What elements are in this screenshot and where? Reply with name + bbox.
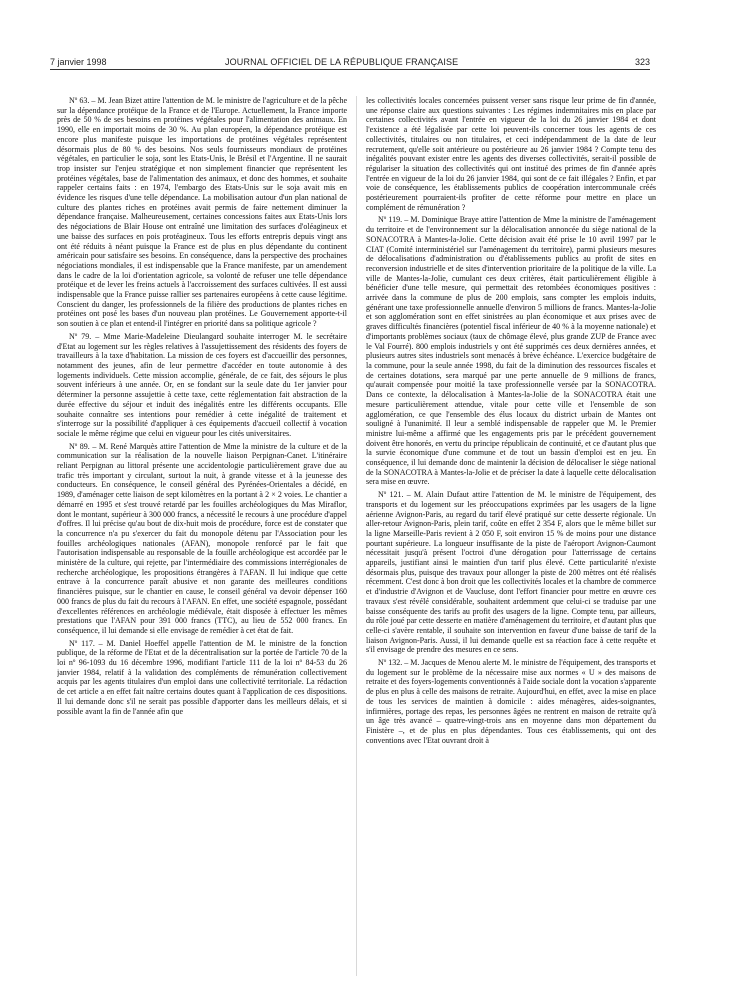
right-column <box>366 96 656 986</box>
question-89: Nº 89. – M. René Marquès attire l'attention de Mme la ministre de la culture et de la communication sur la réalisation de la nouvelle liaison Perpignan-Canet. L'itinéraire reliant Perpignan au littoral présente une accidentologie particulièrement grave due au trafic très important y circulant, surtout la nuit, à grande vitesse et à la jeunesse des conducteurs. En conséquence, le conseil général des Pyrénées-Orientales a décidé, en 1989, d'aménager cette liaison de sept kilomètres en la portant à 2 × 2 voies. Le chantier a démarré en 1995 et s'est trouvé retardé par les fouilles archéologiques du Mas Miraflor, dont le montant, supérieur à 300 000 francs, a nécessité le recours à une procédure d'appel d'offres. Il lui précise qu'au bout de dix-huit mois de procédure, force est de constater que la concurrence n'a pu s'exercer du fait du monopole détenu par l'Association pour les fouilles archéologiques nationales (AFAN), monopole renforcé par le fait que l'autorisation indispensable au responsable de la fouille archéologique est accordée par le ministère de la culture, qui rejette, par l'intermédiaire des commissions interrégionales de recherche archéologique, les propositions étrangères à l'AFAN. Il lui indique que cette entrave à la concurrence paraît abusive et non garante des meilleures conditions financières puisque, sur le chantier en cause, le conseil général va devoir dépenser 160 000 francs de plus du fait du recours à l'AFAN. En effet, une société espagnole, possédant d'excellentes références en archéologie médiévale, était disposée à effectuer les mêmes prestations que l'AFAN pour 391 000 francs (TTC), au lieu de 552 000 francs. En conséquence, il lui demande si elle envisage de remédier à cet état de fait. <box>57 441 347 635</box>
question-121: Nº 121. – M. Alain Dufaut attire l'attention de M. le ministre de l'équipement, des transports et du logement sur les préoccupations exprimées par les usagers de la ligne aérienne Avignon-Paris, au regard du tarif élevé pratiqué sur cette desserte régionale. Un aller-retour Avignon-Paris, plein tarif, coûte en effet 2 354 F, alors que le même billet sur la ligne Marseille-Paris revient à 2 050 F, soit environ 15 % de moins pour une distance pourtant supérieure. La longueur insuffisante de la piste de l'aéroport Avignon-Caumont nécessitait jusqu'à présent l'octroi d'une dérogation pour l'atterrissage de certains appareils, justifiant ainsi le maintien d'un tarif plus élevé. Cette particularité n'existe désormais plus, puisque des travaux pour allonger la piste de 200 mètres ont été réalisés récemment. C'est donc à bon droit que les collectivités locales et la chambre de commerce et d'industrie d'Avignon et de Vaucluse, dont l'effort financier pour mettre en œuvre ces travaux s'est révélé considérable, souhaitent ardemment que celui-ci se traduise par une baisse conséquente des tarifs au profit des usagers de la ligne. Compte tenu, par ailleurs, du rôle joué par cette desserte en matière d'aménagement du territoire, et d'autant plus que celle-ci s'avère rentable, il souhaite son intervention en faveur d'une baisse de tarif de la liaison Avignon-Paris. Aussi, il lui demande quelle est sa réaction face à cette requête et s'il envisage de prendre des mesures en ce sens. <box>366 490 656 655</box>
journal-title: JOURNAL OFFICIEL DE LA RÉPUBLIQUE FRANÇAISE <box>225 57 459 67</box>
question-117-continued: les collectivités locales concernées puissent verser sans risque leur prime de fin d'année, une réponse claire aux questions suivantes : Les régimes indemnitaires mis en place par certaines collectivités avant l'entrée en vigueur de la loi du 26 janvier 1984 et dont l'existence a été légalisée par cette loi peuvent-ils concerner tous les agents de ces collectivités, titulaires ou non titulaires, et ceci indépendamment de la date de leur recrutement, qu'elle soit antérieure ou postérieure au 26 janvier 1984 ? Compte tenu des inégalités pouvant exister entre les agents des diverses collectivités, serait-il possible de régulariser la situation des collectivités qui ont institué des primes de fin d'année après l'entrée en vigueur de la loi du 26 janvier 1984, qui sont de ce fait illégales ? Enfin, et par voie de conséquence, les établissements publics de coopération intercommunale créés postérieurement pourraient-ils profiter de cette réforme pour mettre en place un complément de rémunération ? <box>366 96 656 212</box>
question-79: Nº 79. – Mme Marie-Madeleine Dieulangard souhaite interroger M. le secrétaire d'Etat au logement sur les règles relatives à l'assujettissement des résidents des foyers de travailleurs à la taxe d'habitation. La mission de ces foyers est d'accueillir des personnes, notamment des jeunes, afin de leur permettre d'accéder en toute autonomie à des logements individuels. Cette mission accomplie, générale, de ce fait, des séjours le plus souvent inférieurs à une année. Or, en se fondant sur la seule date du 1er janvier pour déterminer la personne assujettie à cette taxe, cette réglementation fait abstraction de la durée effective du séjour et induit des inégalités entre les différents occupants. Elle souhaite connaître ses intentions pour remédier à cette inégalité de traitement et s'interroge sur la possibilité d'appliquer à ces équipements d'accueil collectif à vocation sociale le même régime que celui en vigueur pour les cités universitaires. <box>57 331 347 438</box>
page-number: 323 <box>634 57 650 67</box>
left-column <box>57 96 347 986</box>
question-132: Nº 132. – M. Jacques de Menou alerte M. le ministre de l'équipement, des transports et du logement sur le problème de la nécessaire mise aux normes « U » des maisons de retraite et des foyers-logements conventionnés à l'aide sociale dont la vocation s'apparente de plus en plus à celle des maisons de retraite. Aujourd'hui, en effet, avec la mise en place de tous les services de maintien à domicile : aides ménagères, aides-soignantes, infirmières, portage des repas, les personnes âgées ne rentrent en maison de retraite qu'à un âge très avancé – quatre-vingt-trois ans en moyenne dans mon département du Finistère –, et de plus en plus dépendantes. Tous ces établissements, qui ont des conventions avec l'Etat ouvrant droit à <box>366 658 656 745</box>
question-119: Nº 119. – M. Dominique Braye attire l'attention de Mme la ministre de l'aménagement du territoire et de l'environnement sur la délocalisation annoncée du siège national de la SONACOTRA à Mantes-la-Jolie. Cette décision avait été prise le 10 avril 1997 par le CIAT (Comité interministériel sur l'aménagement du territoire), parmi plusieurs mesures de délocalisations d'administration ou d'établissements publics au profit de sites en reconversion industrielle et de sites d'intervention prioritaire de la politique de la ville. La ville de Mantes-la-Jolie, cumulant ces deux critères, était particulièrement éligible à bénéficier d'une telle mesure, qui permettait des retombées économiques positives : arrivée dans la commune de plus de 200 emplois, sans compter les emplois induits, générant une taxe professionnelle annuelle d'environ 5 millions de francs. Mantes-la-Jolie et son agglomération sont en effet sinistrées au plan économique et aux prises avec de graves difficultés financières (potentiel fiscal inférieur de 40 % à la moyenne nationale) et d'importants problèmes sociaux (taux de chômage élevé, plus grande ZUP de France avec le Val Fourré). 800 emplois industriels y ont été supprimés ces deux dernières années, et plusieurs autres sites industriels sont menacés à brève échéance. L'exercice budgétaire de la commune, pour la seule année 1998, du fait de la diminution des ressources fiscales et de certaines dotations, sera marqué par une perte annuelle de 9 millions de francs, qu'aurait compensée pour moitié la taxe professionnelle versée par la SONACOTRA. Dans ce contexte, la délocalisation à Mantes-la-Jolie de la SONACOTRA était une mesure particulièrement attendue, vitale pour cette ville et l'ensemble de son agglomération, ce que l'ensemble des élus locaux du district urbain de Mantes ont souligné à l'unanimité. Il leur a semblé indispensable de rappeler que M. le Premier ministre lui-même a affirmé que les engagements pris par le précédent gouvernement doivent être honorés, en vertu du principe républicain de continuité, et ce d'autant plus que la survie économique d'une commune et de tout un bassin d'emploi est en jeu. En conséquence, il lui demande donc de maintenir la décision de délocaliser le siège national de la SONACOTRA à Mantes-la-Jolie et de préciser la date à laquelle cette délocalisation sera mise en œuvre. <box>366 215 656 487</box>
page-date: 7 janvier 1998 <box>50 57 107 67</box>
question-63: Nº 63. – M. Jean Bizet attire l'attention de M. le ministre de l'agriculture et de la pêche sur la dépendance protéique de la France et de l'Europe. Actuellement, la France importe près de 50 % de ses besoins en protéines végétales pour l'alimentation des animaux. En 1990, elle en importait moins de 30 %. Au plan européen, la dépendance protéique est encore plus manifeste puisque les importations de protéines végétales représentent désormais plus de 80 % des besoins. Nos seuls fournisseurs mondiaux de protéines végétales, en particulier le soja, sont les Etats-Unis, le Brésil et l'Argentine. Il ne saurait trop insister sur l'enjeu stratégique et non simplement financier que représentent les protéines végétales, base de l'alimentation des animaux, et donc des hommes, et souhaite rappeler certains faits : en 1974, l'embargo des Etats-Unis sur le soja avait mis en évidence les risques d'une telle dépendance. La mobilisation autour d'un plan national de culture des plantes riches en protéines avait permis de faire nettement diminuer la dépendance française. Malheureusement, certaines concessions faites aux Etats-Unis lors des négociations de Blair House ont entraîné une limitation des surfaces d'oléagineux et une baisse des surfaces en pois protéagineux. Tous les efforts entrepris depuis vingt ans ont été réduits à néant puisque la France est de plus en plus dépendante du continent américain pour satisfaire ses besoins. En conséquence, dans la perspective des prochaines négociations mondiales, il est indispensable que la France manifeste, par un amendement dans le cadre de la loi d'orientation agricole, sa volonté de refuser une telle dépendance protéique et de lever les freins actuels à l'accroissement des surfaces cultivées. Il est aussi indispensable que la France puisse rallier ses partenaires européens à cette cause légitime. Conscient du danger, les professionnels de la filière des productions de plantes riches en protéines ont posé les bases d'un nouveau plan protéines. Le Gouvernement apporte-t-il son soutien à ce plan et entend-il l'intégrer en priorité dans sa politique agricole ? <box>57 96 347 329</box>
question-117: Nº 117. – M. Daniel Hoeffel appelle l'attention de M. le ministre de la fonction publique, de la réforme de l'Etat et de la décentralisation sur la portée de l'article 70 de la loi nº 96-1093 du 16 décembre 1996, modifiant l'article 111 de la loi nº 84-53 du 26 janvier 1984, relatif à la validation des compléments de rémunération collectivement acquis par les agents titulaires d'un emploi dans une collectivité territoriale. La rédaction de cet article a en effet fait naître certains doutes quant à l'application de ces dispositions. Il lui demande donc s'il ne serait pas possible d'apporter dans les meilleurs délais, et si possible avant la fin de l'année afin que <box>57 638 347 716</box>
column-divider <box>356 96 357 976</box>
header-rule <box>50 69 650 70</box>
